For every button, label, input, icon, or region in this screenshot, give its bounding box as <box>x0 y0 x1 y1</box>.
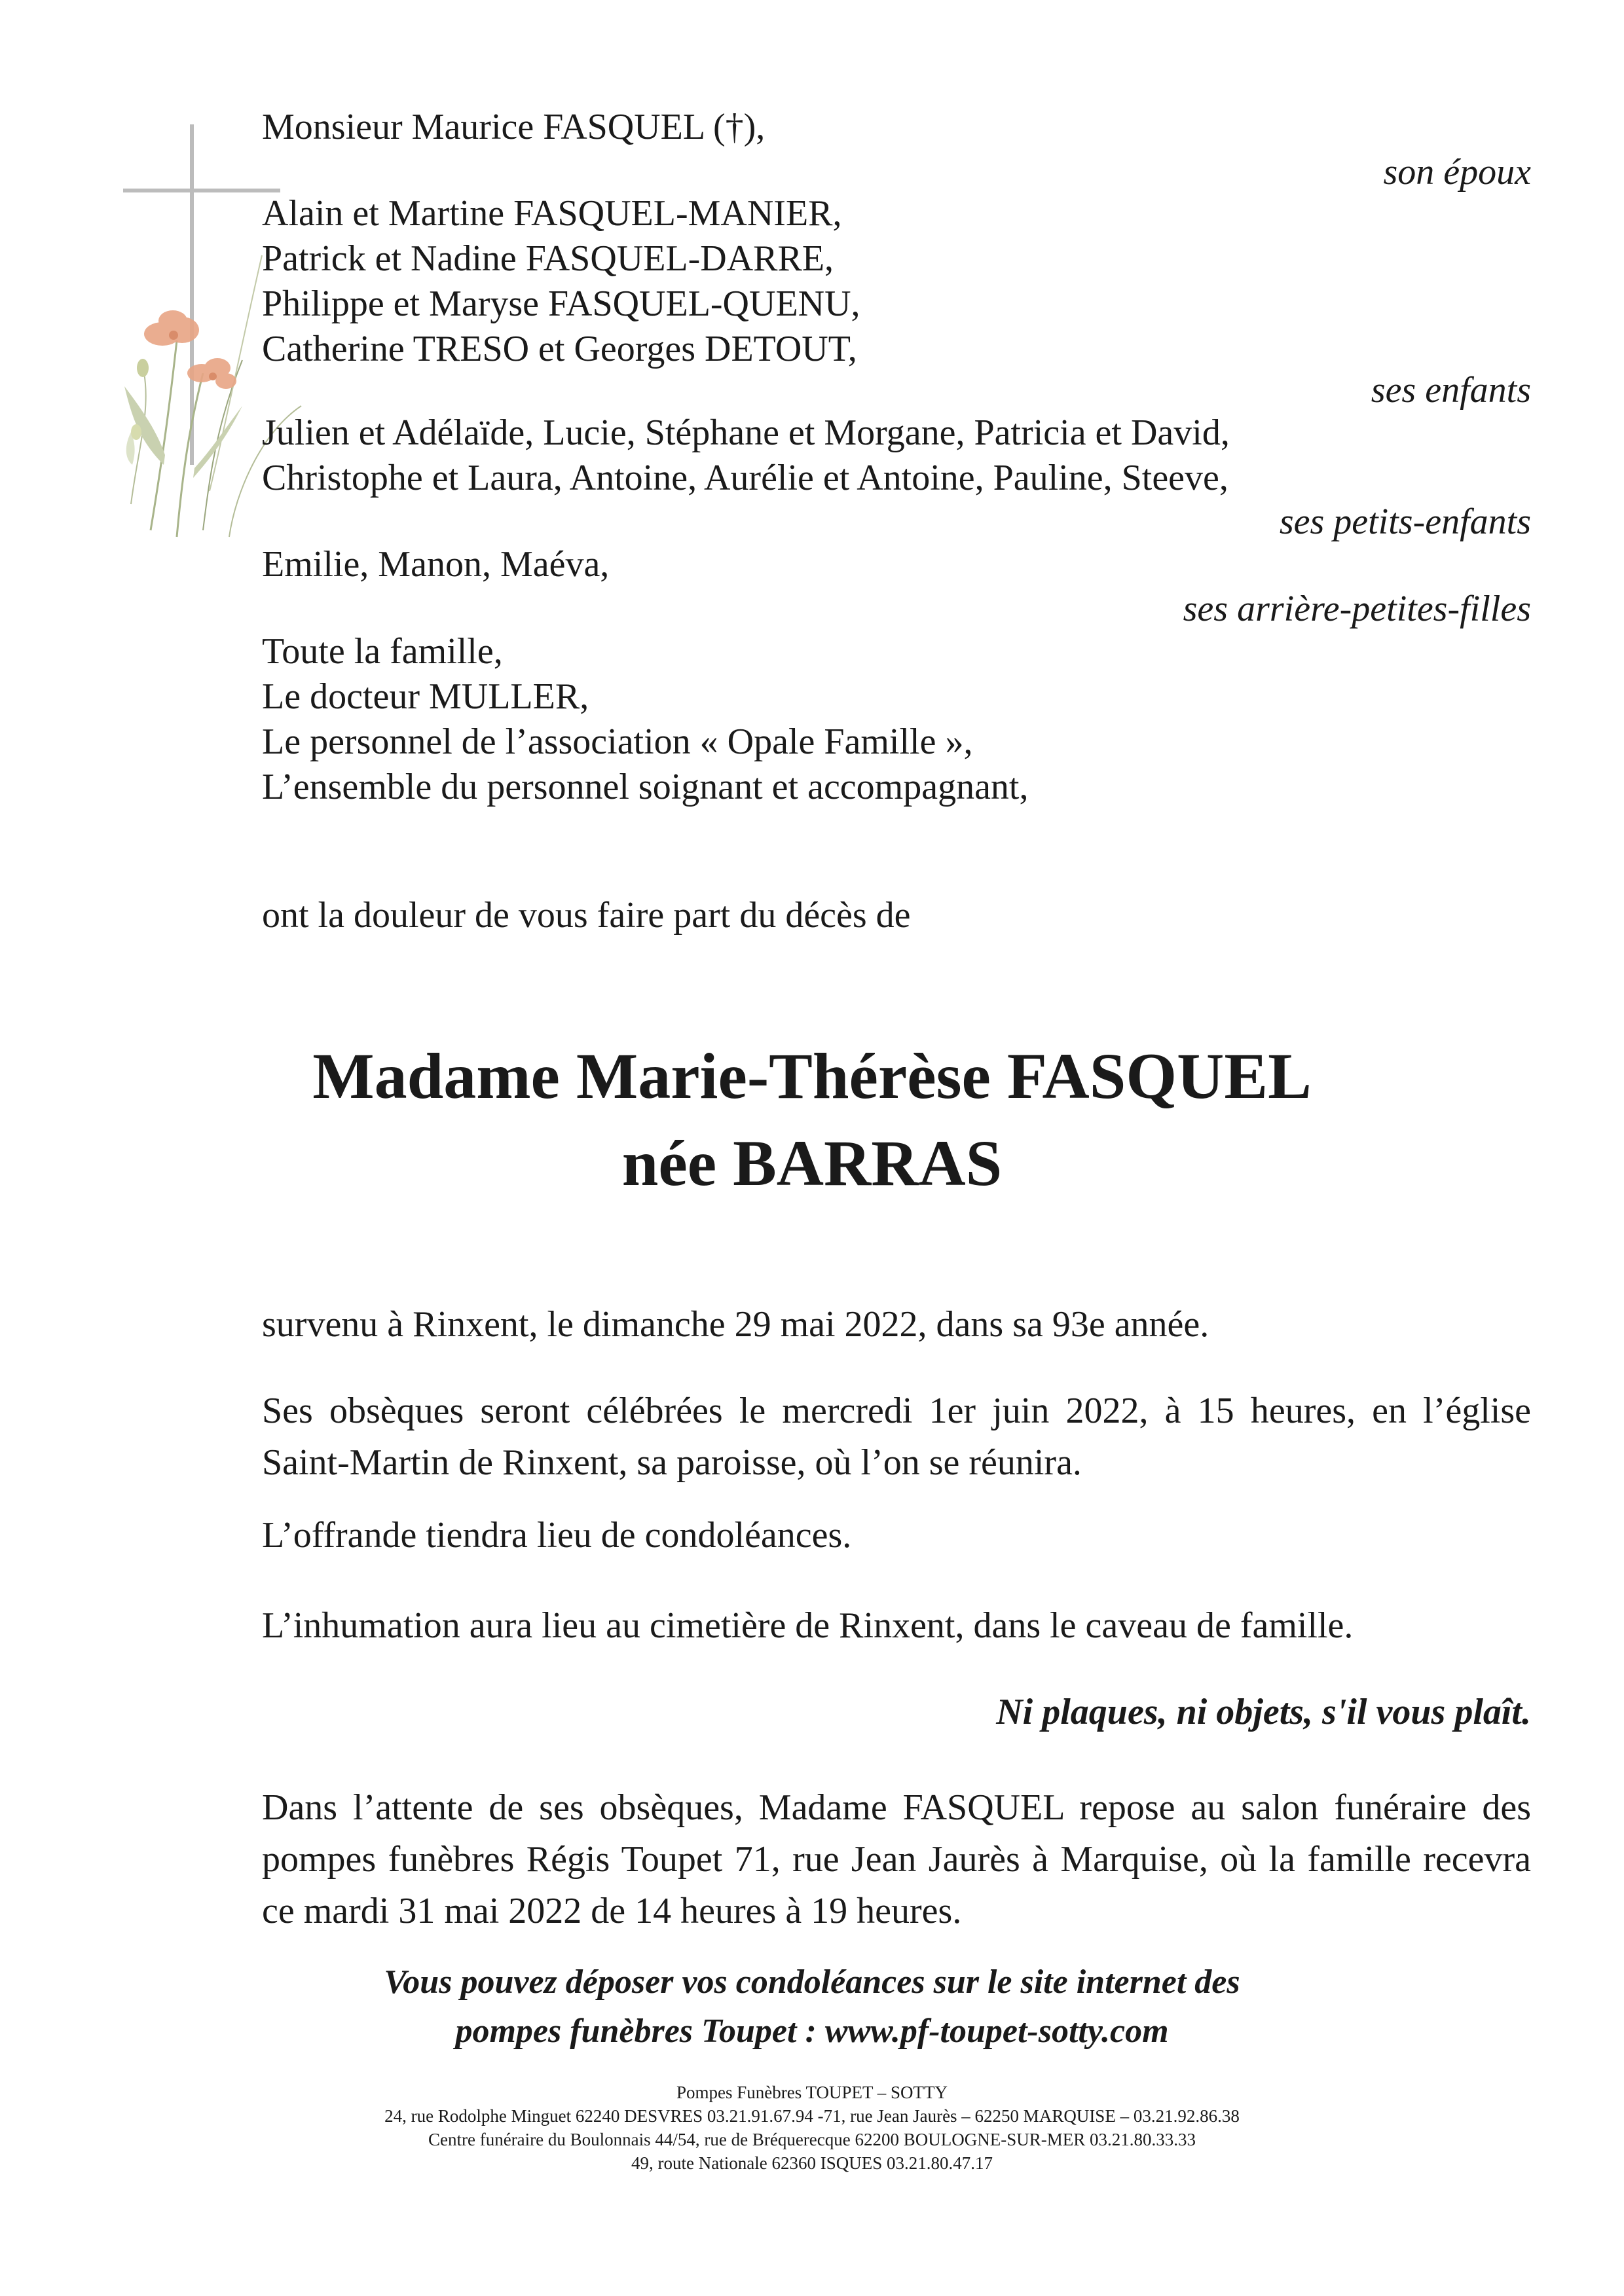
funeral-details: Ses obsèques seront célébrées le mercredi 1er juin 2022, à 15 heures, en l’église Saint-Martin de Rinxent, sa paroisse, où l’on se réunira. <box>262 1391 1531 1483</box>
spouse-label: son époux <box>1383 152 1531 192</box>
other-mourner-line: Toute la famille, <box>262 631 503 672</box>
grandchildren-line: Christophe et Laura, Antoine, Aurélie et Antoine, Pauline, Steeve, <box>262 458 1228 498</box>
great-grandchildren-label: ses arrière-petites-filles <box>1183 589 1531 629</box>
grandchildren-label: ses petits-enfants <box>1279 501 1531 542</box>
condolences-line-2: pompes funèbres Toupet : www.pf-toupet-sotty.com <box>455 2013 1169 2050</box>
deceased-name: Madame Marie-Thérèse FASQUEL <box>312 1040 1312 1112</box>
child-line: Philippe et Maryse FASQUEL-QUENU, <box>262 283 860 324</box>
footer <box>0 2081 1624 2175</box>
child-line: Alain et Martine FASQUEL-MANIER, <box>262 193 842 234</box>
condolences-line-1: Vous pouvez déposer vos condoléances sur le site internet des <box>384 1963 1240 2001</box>
other-mourner-line: Le personnel de l’association « Opale Famille », <box>262 721 973 762</box>
footer-company: Pompes Funèbres TOUPET – SOTTY <box>676 2083 948 2102</box>
viewing-details: Dans l’attente de ses obsèques, Madame FASQUEL repose au salon funéraire des pompes funèbres Régis Toupet 71, rue Jean Jaurès à Marquise, où la famille recevra ce mardi 31 mai 2022 de 14 heures à 19 heures. <box>262 1787 1531 1931</box>
children-label: ses enfants <box>1371 370 1531 410</box>
burial-details: L’inhumation aura lieu au cimetière de Rinxent, dans le caveau de famille. <box>262 1605 1354 1646</box>
offering-note: L’offrande tiendra lieu de condoléances. <box>262 1515 852 1556</box>
deceased-maiden-name: née BARRAS <box>621 1127 1003 1199</box>
no-plaques-note: Ni plaques, ni objets, s'il vous plaît. <box>996 1692 1531 1732</box>
great-grandchildren-line: Emilie, Manon, Maéva, <box>262 544 610 585</box>
grandchildren-line: Julien et Adélaïde, Lucie, Stéphane et Morgane, Patricia et David, <box>262 412 1230 453</box>
footer-address-line: 49, route Nationale 62360 ISQUES 03.21.80.47.17 <box>631 2153 993 2173</box>
footer-address-line: Centre funéraire du Boulonnais 44/54, rue de Bréquerecque 62200 BOULOGNE-SUR-MER 03.21.80.33.33 <box>428 2130 1196 2149</box>
spouse-name: Monsieur Maurice FASQUEL (†), <box>262 107 766 147</box>
child-line: Catherine TRESO et Georges DETOUT, <box>262 329 857 369</box>
footer-address-line: 24, rue Rodolphe Minguet 62240 DESVRES 03.21.91.67.94 -71, rue Jean Jaurès – 62250 MARQUISE – 03.21.92.86.38 <box>384 2106 1240 2126</box>
other-mourner-line: Le docteur MULLER, <box>262 676 589 717</box>
other-mourner-line: L’ensemble du personnel soignant et accompagnant, <box>262 767 1029 807</box>
death-details: survenu à Rinxent, le dimanche 29 mai 2022, dans sa 93e année. <box>262 1304 1209 1345</box>
child-line: Patrick et Nadine FASQUEL-DARRE, <box>262 238 834 279</box>
announcement-text: ont la douleur de vous faire part du décès de <box>262 895 911 936</box>
